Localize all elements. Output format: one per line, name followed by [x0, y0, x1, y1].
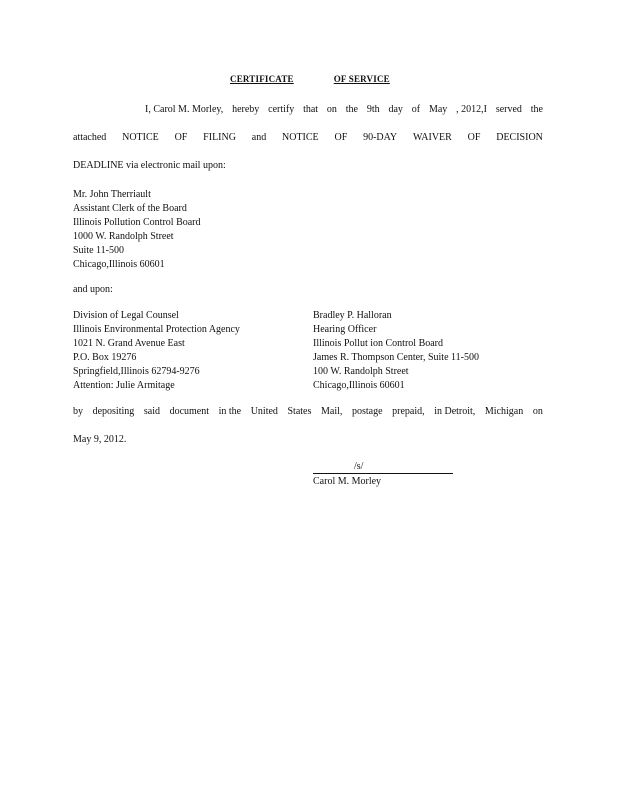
- address-line: P.O. Box 19276: [73, 352, 137, 363]
- word: on: [532, 406, 543, 417]
- word: said: [143, 406, 160, 417]
- title-part-1: CERTIFICATE: [230, 74, 294, 84]
- word: NOTICE: [282, 132, 319, 143]
- address-line: James R. Thompson Center, Suite 11-500: [313, 352, 479, 363]
- document-title: [230, 74, 390, 84]
- word: May: [428, 104, 448, 115]
- address-line: Illinois Pollut ion Control Board: [313, 338, 444, 349]
- intro-line-1: [145, 104, 543, 115]
- word: 90-DAY: [363, 132, 398, 143]
- recipient-address-clerk: [73, 188, 201, 272]
- word: DECISION: [496, 132, 543, 143]
- word: OF: [467, 132, 481, 143]
- word: on: [326, 104, 337, 115]
- signer-name: Carol M. Morley: [313, 476, 382, 487]
- word: OF: [334, 132, 348, 143]
- word: NOTICE: [122, 132, 159, 143]
- address-line: Illinois Pollution Control Board: [73, 217, 201, 228]
- word: by: [73, 406, 83, 417]
- word: the: [345, 104, 358, 115]
- word: the: [530, 104, 543, 115]
- address-line: Springfield,Illinois 62794-9276: [73, 366, 200, 377]
- address-line: Chicago,Illinois 60601: [313, 380, 405, 391]
- word: postage: [351, 406, 383, 417]
- word: of: [411, 104, 421, 115]
- recipient-address-hearing-officer: [313, 309, 479, 393]
- word: in the: [218, 406, 242, 417]
- word: in Detroit,: [434, 406, 476, 417]
- address-line: Division of Legal Counsel: [73, 310, 179, 321]
- word: Michigan: [484, 406, 524, 417]
- signature-mark: /s/: [354, 461, 364, 472]
- signature-line: [313, 473, 453, 474]
- address-line: Attention: Julie Armitage: [73, 380, 175, 391]
- word: OF: [174, 132, 188, 143]
- closing-line-1: [73, 406, 543, 417]
- word: FILING: [203, 132, 236, 143]
- word: States: [287, 406, 312, 417]
- and-upon-text: and upon:: [73, 284, 113, 295]
- word: 9th: [366, 104, 380, 115]
- word: depositing: [92, 406, 135, 417]
- word: , 2012,I: [456, 104, 487, 115]
- closing-line-2: May 9, 2012.: [73, 434, 127, 445]
- address-line: 1021 N. Grand Avenue East: [73, 338, 185, 349]
- recipient-address-legal-counsel: [73, 309, 240, 393]
- intro-line-2: [73, 132, 543, 143]
- title-part-2: OF SERVICE: [333, 74, 390, 84]
- word: United: [250, 406, 278, 417]
- address-line: Chicago,Illinois 60601: [73, 259, 165, 270]
- address-line: Assistant Clerk of the Board: [73, 203, 187, 214]
- word: hereby: [232, 104, 260, 115]
- word: that: [303, 104, 319, 115]
- word: WAIVER: [412, 132, 452, 143]
- address-line: 100 W. Randolph Street: [313, 366, 409, 377]
- word: day: [388, 104, 403, 115]
- address-line: Bradley P. Halloran: [313, 310, 392, 321]
- word: I, Carol M. Morley,: [145, 104, 224, 115]
- address-line: Hearing Officer: [313, 324, 377, 335]
- word: document: [169, 406, 209, 417]
- word: prepaid,: [392, 406, 425, 417]
- address-line: Mr. John Therriault: [73, 189, 151, 200]
- word: Mail,: [320, 406, 343, 417]
- word: attached: [73, 132, 107, 143]
- word: and: [251, 132, 267, 143]
- word: served: [495, 104, 522, 115]
- address-line: Suite 11-500: [73, 245, 125, 256]
- intro-line-3: DEADLINE via electronic mail upon:: [73, 160, 226, 171]
- word: certify: [268, 104, 295, 115]
- address-line: Illinois Environmental Protection Agency: [73, 324, 240, 335]
- address-line: 1000 W. Randolph Street: [73, 231, 174, 242]
